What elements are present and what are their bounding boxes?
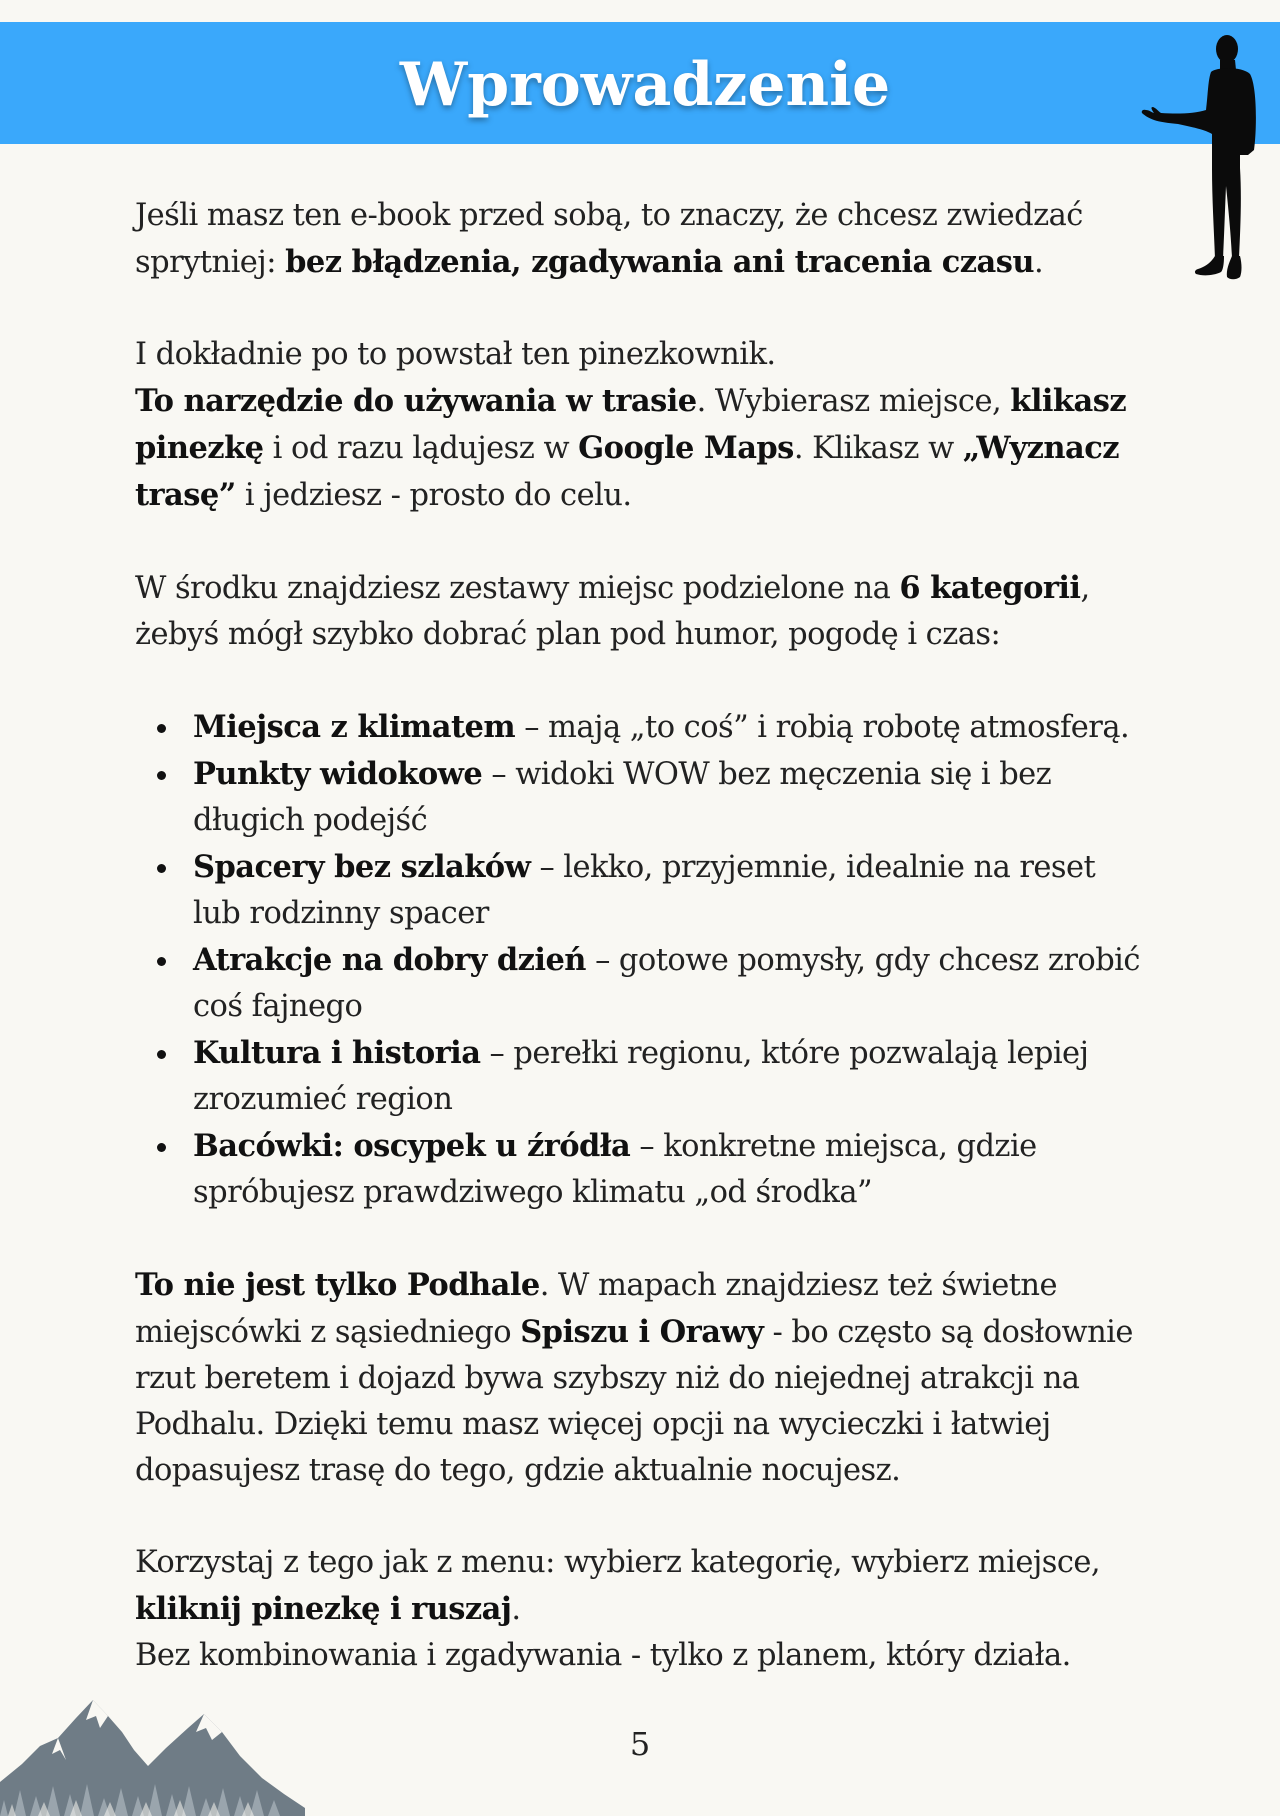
tool-line: I dokładnie po to powstał ten pinezkownik. [135,337,776,372]
tool-paragraph: To narzędzie do używania w trasie. Wybierasz miejsce, klikasz pinezkę i od razu lądujesz w Google Maps. Klikasz w „Wyznacz trasę” i jedziesz - prosto do celu. [135,383,1127,513]
presenter-silhouette-icon [1136,30,1271,288]
usage-paragraph: Korzystaj z tego jak z menu: wybierz kategorię, wybierz miejsce, kliknij pinezkę i ruszaj. [135,1545,1101,1627]
list-item: Bacówki: oscypek u źródła – konkretne miejsca, gdzie spróbujesz prawdziwego klimatu „od środka” [135,1123,1145,1216]
usage-closing-line: Bez kombinowania i zgadywania - tylko z planem, który działa. [135,1638,1071,1673]
list-item: Spacery bez szlaków – lekko, przyjemnie, idealnie na reset lub rodzinny spacer [135,844,1145,937]
category-list [135,704,1145,1216]
region-paragraph: To nie jest tylko Podhale. W mapach znajdziesz też świetne miejscówki z sąsiedniego Spiszu i Orawy - bo często są dosłownie rzut beretem i dojazd bywa szybszy niż do niejednej atrakcji na Podhalu. Dzięki temu masz więcej opcji na wycieczki i łatwiej dopasujesz trasę do tego, gdzie aktualnie nocujesz. [135,1267,1133,1488]
list-item: Miejsca z klimatem – mają „to coś” i robią robotę atmosferą. [135,704,1145,751]
content [135,193,1145,1679]
list-item: Kultura i historia – perełki regionu, które pozwalają lepiej zrozumieć region [135,1030,1145,1123]
page-number: 5 [629,1725,651,1763]
mountains-forest-icon [0,1698,305,1816]
list-item: Atrakcje na dobry dzień – gotowe pomysły, gdy chcesz zrobić coś fajnego [135,937,1145,1030]
list-item: Punkty widokowe – widoki WOW bez męczenia się i bez długich podejść [135,751,1145,844]
categories-intro: W środku znajdziesz zestawy miejsc podzielone na 6 kategorii, żebyś mógł szybko dobrać plan pod humor, pogodę i czas: [135,570,1090,652]
page-title: Wprowadzenie [399,50,891,120]
intro-paragraph: Jeśli masz ten e-book przed sobą, to znaczy, że chcesz zwiedzać sprytniej: bez błądzenia, zgadywania ani tracenia czasu. [135,198,1083,280]
